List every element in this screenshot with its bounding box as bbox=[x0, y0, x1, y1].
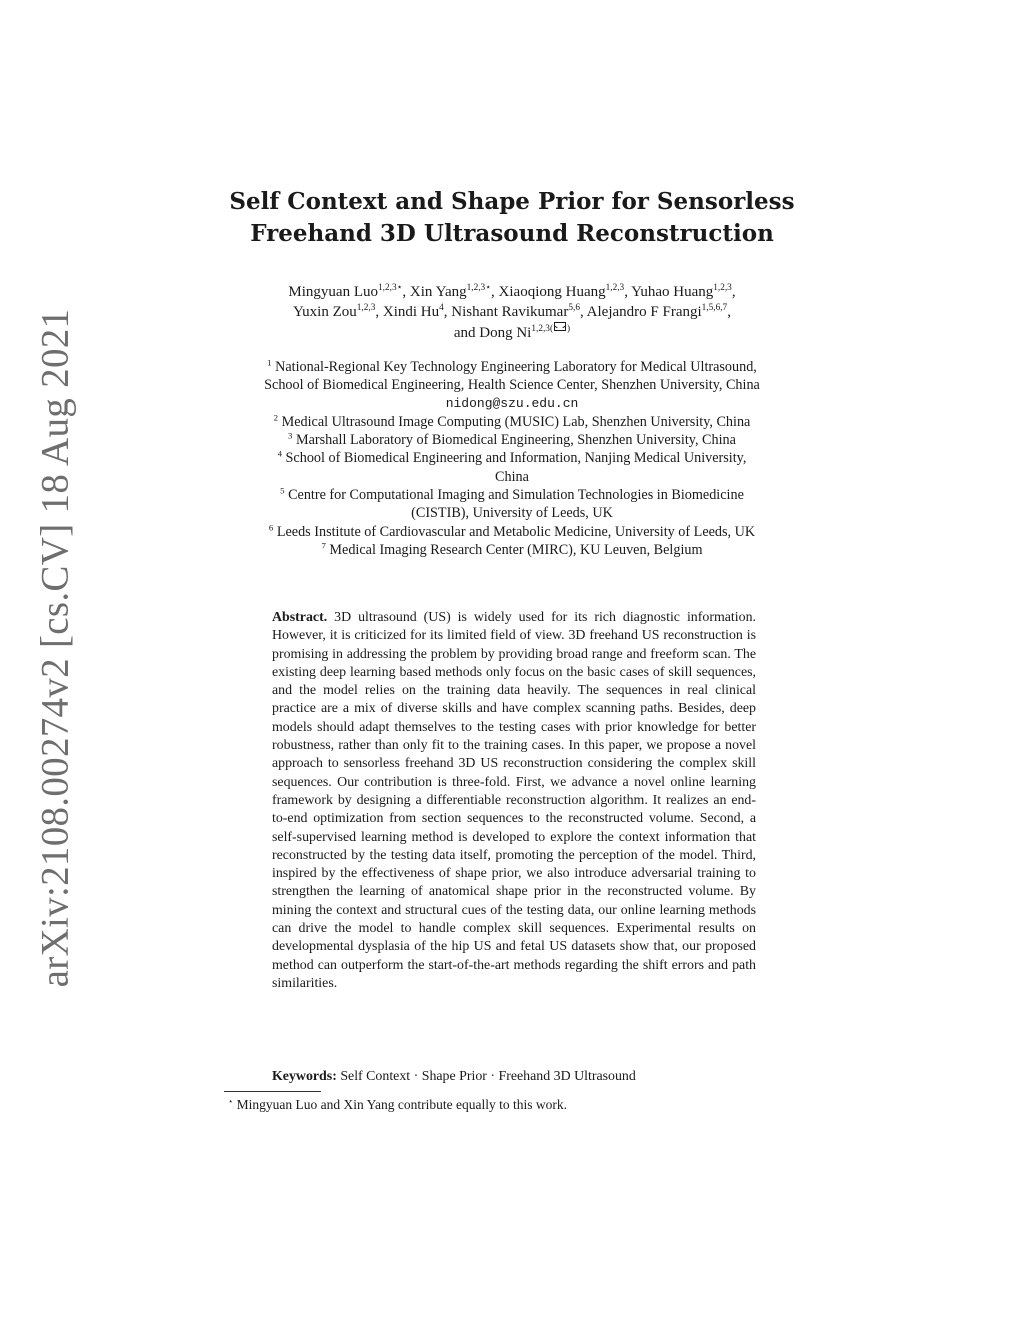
author-name: Mingyuan Luo bbox=[288, 284, 378, 300]
affiliation-number: 1 bbox=[267, 357, 272, 368]
author-affil: 4 bbox=[439, 303, 444, 314]
abstract bbox=[272, 609, 756, 993]
author-name: and Dong Ni bbox=[453, 324, 532, 341]
affiliation-text: Medical Ultrasound Image Computing (MUSIC) Lab, Shenzhen University, China bbox=[281, 413, 751, 430]
affiliation-number: 3 bbox=[288, 430, 293, 441]
affiliation-5 bbox=[190, 486, 834, 523]
author-name: Xiaoqiong Huang bbox=[498, 284, 606, 300]
author-line bbox=[200, 282, 824, 302]
author-sep: , bbox=[727, 304, 731, 320]
keywords-label: Keywords: bbox=[272, 1069, 337, 1084]
title-line-2: Freehand 3D Ultrasound Reconstruction bbox=[250, 220, 774, 247]
author-sep: , bbox=[402, 284, 410, 300]
keywords bbox=[272, 1068, 756, 1086]
author-sep: , bbox=[443, 304, 452, 320]
author-name: Xindi Hu bbox=[382, 304, 440, 320]
affiliation-text: Marshall Laboratory of Biomedical Engineering, Shenzhen University, China bbox=[295, 432, 736, 449]
author-name: Yuxin Zou bbox=[293, 304, 357, 320]
paper-title bbox=[212, 186, 812, 250]
affiliation-number: 4 bbox=[277, 449, 282, 460]
author-affil bbox=[531, 324, 570, 334]
author-affil: 1,2,3⋆ bbox=[466, 283, 492, 294]
affiliation-text: Centre for Computational Imaging and Simulation Technologies in Biomedicine bbox=[288, 487, 744, 504]
keywords-text: Self Context · Shape Prior · Freehand 3D Ultrasound bbox=[340, 1069, 636, 1084]
affiliation-number: 2 bbox=[273, 412, 279, 423]
title-line-1: Self Context and Shape Prior for Sensorless bbox=[229, 188, 795, 215]
footnote-mark: ⋆ bbox=[228, 1096, 234, 1106]
arxiv-identifier: arXiv:2108.00274v2 [cs.CV] 18 Aug 2021 bbox=[33, 308, 77, 988]
affiliation-text: (CISTIB), University of Leeds, UK bbox=[411, 505, 613, 522]
author-affil-nums: 1,2,3( bbox=[531, 324, 554, 334]
affiliation-4 bbox=[190, 449, 834, 486]
affiliation-number: 6 bbox=[268, 522, 274, 533]
affiliation-7 bbox=[190, 541, 834, 559]
author-affil: 1,2,3 bbox=[713, 283, 732, 294]
author-line bbox=[200, 322, 824, 343]
affiliation-text: School of Biomedical Engineering, Health Science Center, Shenzhen University, China bbox=[264, 377, 760, 394]
author-affil-close: ) bbox=[567, 324, 571, 334]
affiliation-text: School of Biomedical Engineering and Information, Nanjing Medical University, bbox=[285, 450, 747, 467]
author-sep: , bbox=[731, 284, 736, 300]
affiliation-6 bbox=[190, 523, 834, 541]
author-affil: 5,6 bbox=[568, 303, 580, 314]
envelope-icon bbox=[554, 322, 566, 331]
corresponding-email[interactable]: nidong@szu.edu.cn bbox=[445, 395, 579, 411]
author-affil: 1,2,3 bbox=[605, 283, 625, 294]
author-name: Xin Yang bbox=[409, 284, 467, 300]
author-sep: , bbox=[491, 284, 499, 300]
author-sep: , bbox=[624, 284, 632, 300]
abstract-text: 3D ultrasound (US) is widely used for its rich diagnostic information. However, it is criticized for its limited field of view. 3D freehand US reconstruction is promising in addressing the problem by providing broad range and freeform scan. The existing deep learning based methods only focus on the basic cases of skill sequences, and the model relies on the training data heavily. The sequences in real clinical practice are a mix of diverse skills and have complex scanning paths. Besides, deep models should adapt themselves to the testing cases with prior knowledge for better robustness, rather than only fit to the training cases. In this paper, we propose a novel approach to sensorless freehand 3D US reconstruction considering the complex skill sequences. Our contribution is three-fold. First, we advance a novel online learning framework by designing a differentiable reconstruction algorithm. It realizes an end-to-end optimization from section sequences to the reconstructed volume. Second, a self-supervised learning method is developed to explore the context information that reconstructed by the testing data itself, promoting the perception of the model. Third, inspired by the effectiveness of shape prior, we also introduce adversarial training to strengthen the learning of anatomical shape prior in the reconstructed volume. By mining the context and structural cues of the testing data, our online learning methods can drive the model to handle complex skill sequences. Experimental results on developmental dysplasia of the hip US and fetal US datasets show that, our proposed method can outperform the start-of-the-art methods regarding the shift errors and path similarities. bbox=[272, 610, 756, 991]
footnote-text: Mingyuan Luo and Xin Yang contribute equally to this work. bbox=[236, 1097, 567, 1112]
footnote bbox=[228, 1096, 567, 1114]
affiliation-number: 7 bbox=[321, 540, 326, 551]
author-list bbox=[200, 282, 824, 343]
affiliation-text: Medical Imaging Research Center (MIRC), KU Leuven, Belgium bbox=[329, 541, 703, 558]
author-line bbox=[200, 302, 824, 322]
author-sep: , bbox=[375, 304, 383, 320]
author-affil: 1,2,3⋆ bbox=[378, 283, 403, 294]
affiliation-3 bbox=[190, 431, 834, 449]
affiliation-text: Leeds Institute of Cardiovascular and Metabolic Medicine, University of Leeds, UK bbox=[276, 523, 756, 540]
author-affil: 1,5,6,7 bbox=[701, 303, 728, 314]
abstract-label: Abstract. bbox=[272, 610, 328, 625]
author-sep: , bbox=[579, 304, 587, 320]
affiliation-2 bbox=[190, 413, 834, 431]
author-name: Nishant Ravikumar bbox=[451, 304, 569, 320]
affiliation-1 bbox=[190, 358, 834, 395]
author-affil: 1,2,3 bbox=[356, 303, 376, 314]
author-name: Yuhao Huang bbox=[631, 284, 714, 300]
affiliations bbox=[190, 358, 834, 559]
footnote-rule bbox=[224, 1091, 321, 1092]
affiliation-number: 5 bbox=[280, 485, 285, 496]
affiliation-text: China bbox=[495, 468, 529, 485]
author-name: Alejandro F Frangi bbox=[586, 304, 702, 320]
affiliation-text: National-Regional Key Technology Engineering Laboratory for Medical Ultrasound, bbox=[275, 359, 757, 375]
